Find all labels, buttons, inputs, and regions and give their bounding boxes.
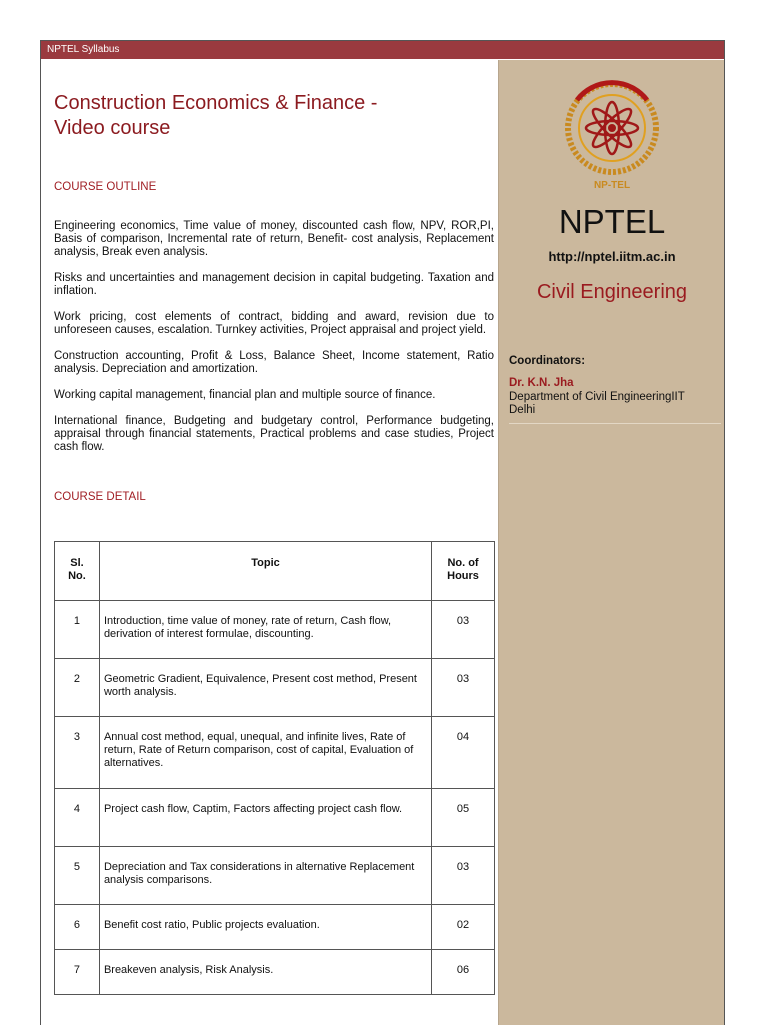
row-sl: 6: [55, 905, 100, 950]
course-title: [54, 91, 474, 141]
coordinator-name: Dr. K.N. Jha: [509, 377, 574, 389]
table-row: [55, 847, 495, 905]
table-header-row: [55, 542, 495, 601]
row-topic: Breakeven analysis, Risk Analysis.: [99, 950, 431, 995]
org-name: NPTEL: [558, 203, 666, 240]
row-topic: Geometric Gradient, Equivalence, Present cost method, Present worth analysis.: [99, 659, 431, 717]
course-detail-table: [54, 541, 495, 995]
row-sl: 5: [55, 847, 100, 905]
course-outline: [54, 220, 494, 467]
row-sl: 1: [55, 601, 100, 659]
row-topic: Annual cost method, equal, unequal, and infinite lives, Rate of return, Rate of Return comparison, cost of capital, Evaluation of alternatives.: [99, 717, 431, 789]
col-header-sl-line2: No.: [68, 570, 86, 582]
logo-caption: NP-TEL: [593, 180, 631, 191]
outline-paragraph: Working capital management, financial plan and multiple source of finance.: [54, 389, 436, 401]
outline-paragraph: Work pricing, cost elements of contract, bidding and award, revision due to unforeseen causes, escalation. Turnkey activities, Project appraisal and project yield.: [54, 311, 494, 336]
table-row: [55, 950, 495, 995]
row-sl: 7: [55, 950, 100, 995]
course-title-line1: Construction Economics & Finance -: [54, 92, 378, 114]
row-hours: 02: [432, 905, 495, 950]
col-header-hours-line1: No. of: [447, 557, 479, 569]
table-row: [55, 717, 495, 789]
sidebar: [498, 60, 725, 1025]
main-content: [41, 60, 498, 1025]
row-topic: Benefit cost ratio, Public projects evaluation.: [99, 905, 431, 950]
page-frame: [40, 40, 725, 1025]
table-row: [55, 789, 495, 847]
course-detail-heading: COURSE DETAIL: [54, 491, 146, 503]
row-sl: 4: [55, 789, 100, 847]
row-topic: Introduction, time value of money, rate of return, Cash flow, derivation of interest formulae, discounting.: [99, 601, 431, 659]
outline-paragraph: Risks and uncertainties and management decision in capital budgeting. Taxation and inflation.: [54, 272, 494, 297]
row-sl: 2: [55, 659, 100, 717]
header-bar-label: NPTEL Syllabus: [47, 44, 120, 55]
row-hours: 03: [432, 659, 495, 717]
nptel-logo: [557, 80, 667, 195]
outline-paragraph: Engineering economics, Time value of money, discounted cash flow, NPV, ROR,PI, Basis of comparison, Incremental rate of return, Benefit- cost analysis, Replacement analysis, Break even analysis.: [54, 220, 494, 258]
row-topic: Depreciation and Tax considerations in alternative Replacement analysis comparisons.: [99, 847, 431, 905]
col-header-hours-line2: Hours: [447, 570, 479, 582]
department-name: Civil Engineering: [536, 281, 688, 303]
col-header-sl: [55, 542, 100, 601]
org-url-link[interactable]: http://nptel.iitm.ac.in: [548, 249, 676, 264]
table-row: [55, 905, 495, 950]
col-header-topic: Topic: [99, 542, 431, 601]
outline-paragraph: Construction accounting, Profit & Loss, Balance Sheet, Income statement, Ratio analysis. Depreciation and amortization.: [54, 350, 494, 375]
header-bar: [41, 41, 724, 59]
table-row: [55, 659, 495, 717]
course-title-line2: Video course: [54, 117, 171, 139]
table-row: [55, 601, 495, 659]
row-hours: 04: [432, 717, 495, 789]
row-hours: 06: [432, 950, 495, 995]
sidebar-divider: [509, 423, 721, 424]
row-topic: Project cash flow, Captim, Factors affecting project cash flow.: [99, 789, 431, 847]
course-outline-heading: COURSE OUTLINE: [54, 181, 157, 193]
outline-paragraph: International finance, Budgeting and budgetary control, Performance budgeting, appraisal through financial statements, Practical problems and case studies, Project cash flow.: [54, 415, 494, 453]
row-sl: 3: [55, 717, 100, 789]
row-hours: 03: [432, 601, 495, 659]
row-hours: 03: [432, 847, 495, 905]
col-header-sl-line1: Sl.: [70, 557, 84, 569]
coordinators-label: Coordinators:: [509, 355, 586, 367]
coordinator-department: Department of Civil EngineeringIIT Delhi: [509, 391, 685, 416]
row-hours: 05: [432, 789, 495, 847]
col-header-hours: [432, 542, 495, 601]
